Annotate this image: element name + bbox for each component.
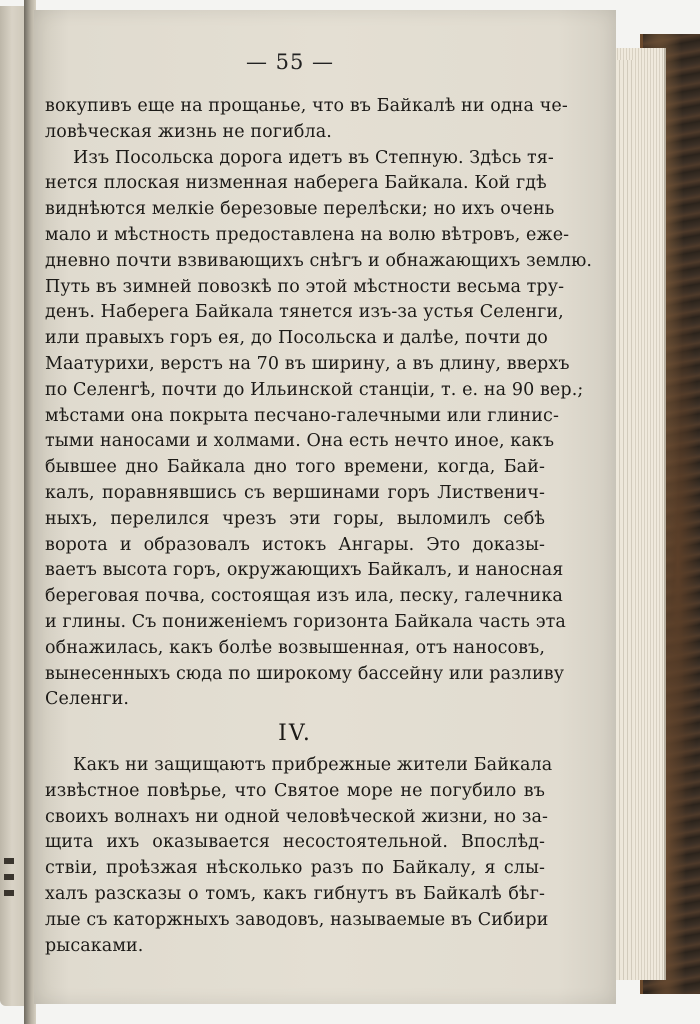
text-line: мѣстами она покрыта песчано-галечными или глинис- — [45, 405, 559, 426]
text-line: мало и мѣстность предоставлена на волю вѣтровъ, еже- — [45, 224, 570, 245]
text-line: ствіи, проѣзжая нѣсколько разъ по Байкалу, я слы- — [45, 858, 545, 879]
text-line: халъ разсказы о томъ, какъ гибнутъ въ Байкалѣ бѣг- — [45, 883, 545, 904]
section-heading: IV. — [278, 721, 312, 747]
text-line: Путь въ зимней повозкѣ по этой мѣстности весьма тру- — [45, 276, 565, 297]
text-line: и глины. Съ пониженіемъ горизонта Байкала часть эта — [45, 611, 566, 632]
text-line: Какъ ни защищаютъ прибрежные жители Байкала — [73, 754, 553, 775]
left-page-marks — [4, 858, 22, 896]
text-line: береговая почва, состоящая изъ ила, песку, галечника — [45, 586, 563, 607]
text-line: вынесенныхъ сюда по широкому бассейну или разливу — [45, 663, 565, 684]
text-line: Изъ Посольска дорога идетъ въ Степную. Здѣсь тя- — [73, 147, 554, 168]
text-line: бывшее дно Байкала дно того времени, когда, Бай- — [45, 457, 545, 478]
text-line: или правыхъ горъ ея, до Посольска и далѣе, почти до — [45, 328, 548, 349]
text-line: тыми наносами и холмами. Она есть нечто иное, какъ — [45, 431, 555, 452]
text-line: нется плоская низменная наберега Байкала. Кой гдѣ — [45, 173, 547, 194]
text-line: денъ. Наберега Байкала тянется изъ-за устья Селенги, — [45, 302, 564, 323]
text-line: щита ихъ оказывается несостоятельной. Впослѣд- — [45, 832, 545, 853]
text-line: дневно почти взвивающихъ снѣгъ и обнажающихъ землю. — [45, 250, 593, 271]
text-line: ловѣческая жизнь не погибла. — [45, 121, 332, 142]
page-body-text — [45, 94, 593, 959]
paragraph — [45, 753, 553, 959]
text-line: вокупивъ еще на прощанье, что въ Байкалѣ ни одна че- — [45, 96, 568, 116]
text-line: ныхъ, перелился чрезъ эти горы, выломилъ себѣ — [45, 508, 545, 529]
text-line: Селенги. — [45, 689, 130, 710]
paragraph — [45, 94, 568, 146]
text-line: своихъ волнахъ ни одной человѣческой жизни, но за- — [45, 806, 549, 827]
paragraph — [45, 146, 593, 714]
text-line: ворота и образовалъ истокъ Ангары. Это доказы- — [45, 534, 545, 555]
text-line: Маатурихи, верстъ на 70 въ ширину, а въ длину, вверхъ — [45, 353, 570, 374]
text-line: калъ, поравнявшись съ вершинами горъ Лиственич- — [45, 482, 545, 503]
text-line: извѣстное повѣрье, что Святое море не погубило въ — [45, 780, 545, 801]
page-number: — 55 — — [245, 50, 335, 74]
text-line: ваетъ высота горъ, окружающихъ Байкалъ, и наносная — [45, 560, 564, 581]
text-line: обнажилась, какъ болѣе возвышенная, отъ наносовъ, — [45, 637, 545, 658]
text-line: рысаками. — [45, 935, 144, 956]
text-line: виднѣются мелкіе березовые перелѣски; но ихъ очень — [45, 199, 555, 220]
text-line: лые съ каторжныхъ заводовъ, называемые въ Сибири — [45, 909, 549, 930]
text-line: по Селенгѣ, почти до Ильинской станціи, т. е. на 90 вер.; — [45, 379, 584, 400]
